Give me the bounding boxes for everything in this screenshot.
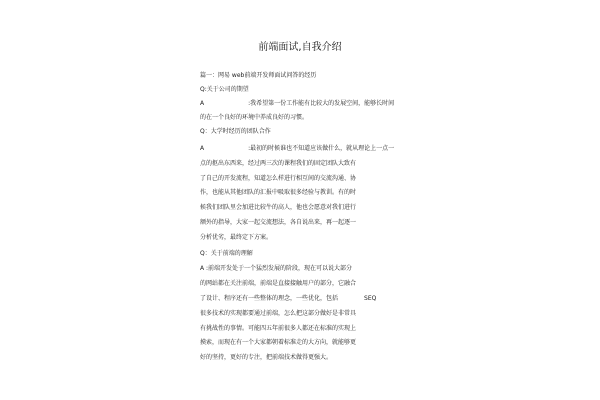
- answer-3-line-3: [200, 295, 376, 303]
- answer-3-line-2: 的网站都在关注前端，前端是直接接触用户的部分，它融合: [200, 280, 357, 287]
- question-2: Q：大学时经历的团队合作: [200, 128, 271, 135]
- answer-3-line-1: A :前端开发处于一个猛烈发展的阶段，现在可以说大部分: [200, 265, 353, 272]
- answer-1-line-1: [200, 100, 394, 108]
- answer-3-line-5: 有挑战性的事情。可能四五年前很多人都还在标准的实现上: [200, 325, 357, 332]
- question-1: Q:关于公司的期望: [200, 86, 249, 93]
- answer-3-line-4: 很多技术的实现都要通过前端，怎么把这部分做好是非常具: [200, 310, 357, 317]
- answer-1-prefix: A: [200, 100, 205, 107]
- answer-2-text: :最初的时候谁也不知道应该做什么，就从理论上一点一: [248, 145, 395, 152]
- answer-1-line-2: 的在一个良好的环境中养成良好的习惯。: [200, 114, 309, 121]
- answer-2-line-7: 分析优劣，最终定下方案。: [200, 234, 273, 241]
- answer-2-line-5: 候我们团队里会加进比较牛的高人，他也会愿意对我们进行: [200, 204, 357, 211]
- answer-2-line-3: 了自己的开发流程，知道怎么样进行相互间的交流沟通、协: [200, 175, 357, 182]
- answer-3-text-3b: SEQ: [364, 295, 377, 302]
- answer-1-text: :我希望第一份工作能有比较大的发展空间，能够长时间: [248, 100, 395, 107]
- question-3: Q：关于前端的理解: [200, 250, 253, 257]
- answer-3-line-6: 摸索，而现在有一个大家都朝着标准走的大方向，就能够更: [200, 339, 357, 346]
- answer-2-line-6: 额外的指导，大家一起交流想法，各自说出来，再一起逐一: [200, 219, 357, 226]
- answer-3-line-7: 好的坚持，更好的专注，把前端技术做得更强大。: [200, 354, 333, 361]
- answer-2-line-1: [200, 145, 394, 153]
- answer-2-prefix: A: [200, 145, 205, 152]
- section-heading: 篇一：网易 web前端开发师面试问答的经历: [200, 72, 317, 79]
- answer-2-line-2: 点的抠出东西来，经过两三次的课程我们的固定团队大致有: [200, 160, 357, 167]
- answer-3-text-3a: 了设计、程序还有一些整体的理念，一些优化，包括: [200, 295, 339, 302]
- answer-2-line-4: 作，也能从其他团队的汇报中吸取很多经验与教训。有的时: [200, 189, 357, 196]
- document-title: 前端面试,自我介绍: [258, 42, 342, 53]
